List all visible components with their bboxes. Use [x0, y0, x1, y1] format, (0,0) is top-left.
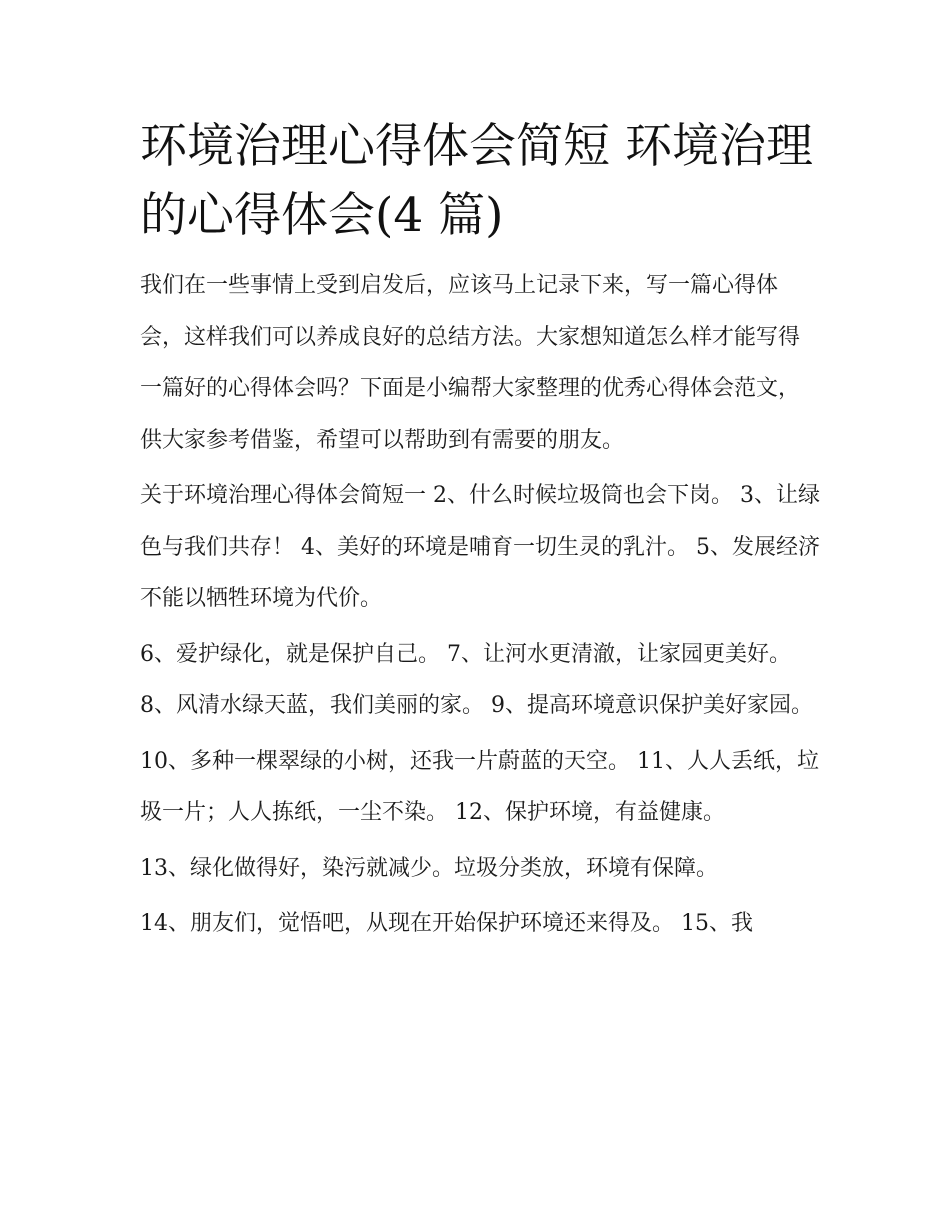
slogan-paragraph: 13、绿化做得好，染污就减少。垃圾分类放，环境有保障。	[140, 855, 718, 881]
intro-paragraph: 我们在一些事情上受到启发后，应该马上记录下来，写一篇心得体会，这样我们可以养成良好的总结方法。大家想知道怎么样才能写得一篇好的心得体会吗？下面是小编帮大家整理的优秀心得体会范文，供大家参考借鉴，希望可以帮助到有需要的朋友。	[140, 273, 801, 453]
document-body	[140, 112, 820, 954]
slogan-paragraph: 6、爱护绿化，就是保护自己。 7、让河水更清澈，让家园更美好。 8、风清水绿天蓝，我们美丽的家。 9、提高环境意识保护美好家园。	[140, 641, 813, 718]
slogan-paragraph: 关于环境治理心得体会简短一 2、什么时候垃圾筒也会下岗。 3、让绿色与我们共存！ 4、美好的环境是哺育一切生灵的乳汁。 5、发展经济不能以牺牲环境为代价。	[140, 483, 820, 611]
document-title: 环境治理心得体会简短 环境治理的心得体会(4 篇)	[140, 119, 813, 243]
slogan-paragraph: 10、多种一棵翠绿的小树，还我一片蔚蓝的天空。 11、人人丢纸，垃圾一片；人人拣纸，一尘不染。 12、保护环境，有益健康。	[140, 748, 819, 825]
slogan-paragraph: 14、朋友们，觉悟吧，从现在开始保护环境还来得及。 15、我	[140, 911, 753, 936]
